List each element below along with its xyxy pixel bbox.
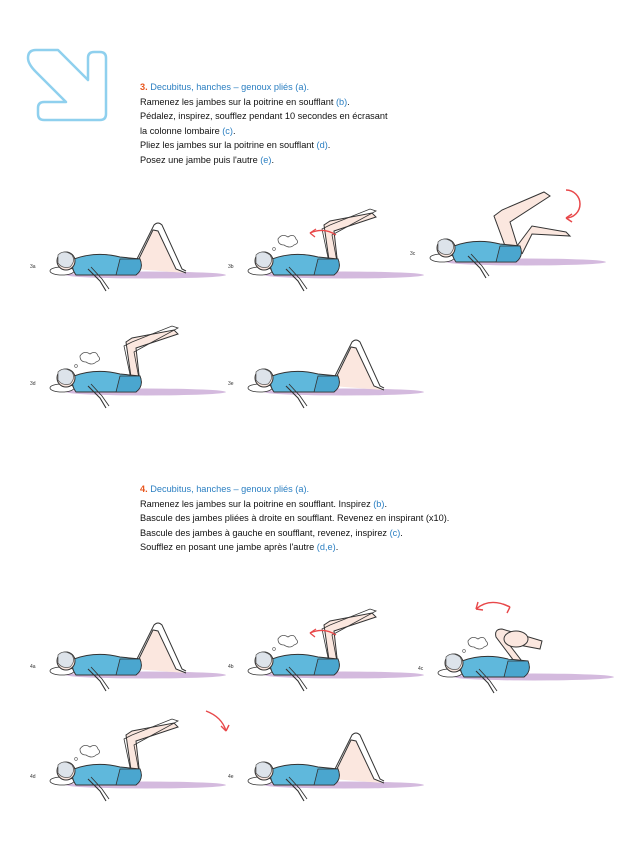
instruction-text: Bascule des jambes pliées à droite en soufflant. Revenez en inspirant (x10). xyxy=(140,513,450,524)
figure-label: 4c xyxy=(418,666,424,672)
person-lying-illustration xyxy=(416,182,616,282)
person-lying-illustration xyxy=(234,595,434,695)
exercise-figure xyxy=(418,597,578,697)
exercise-number: 3. xyxy=(140,82,148,92)
exercise-heading xyxy=(140,482,449,497)
instruction-line xyxy=(140,109,388,124)
figure-reference: (e) xyxy=(260,154,272,165)
instruction-lines xyxy=(140,95,388,168)
person-lying-illustration xyxy=(36,312,236,412)
exercise-figure xyxy=(228,595,388,695)
exercise-figure xyxy=(228,312,388,412)
figure-label: 4b xyxy=(228,664,234,670)
person-lying-illustration xyxy=(234,312,434,412)
instruction-text: Posez une jambe puis l'autre xyxy=(140,154,261,165)
exercise-figure xyxy=(30,705,190,805)
figure-label: 3c xyxy=(410,251,416,257)
exercise-title: Decubitus, hanches – genoux pliés (a). xyxy=(150,484,310,494)
person-lying-illustration xyxy=(234,705,434,805)
instruction-text: . xyxy=(347,96,350,107)
person-lying-illustration xyxy=(424,597,624,697)
figure-reference: (d) xyxy=(316,140,328,151)
instruction-text: . xyxy=(335,542,339,553)
figure-reference: (d,e) xyxy=(316,542,336,553)
instruction-text: Soufflez en posant une jambe après l'autre xyxy=(140,542,317,553)
instruction-text: . xyxy=(384,498,388,509)
arrow-logo xyxy=(22,44,108,124)
instruction-text: la colonne lombaire xyxy=(140,125,223,136)
instruction-text: . xyxy=(232,125,236,136)
figure-label: 4d xyxy=(30,774,36,780)
exercise-figure xyxy=(30,595,190,695)
instruction-text: Ramenez les jambes sur la poitrine en soufflant. Inspirez xyxy=(140,498,374,509)
exercise-figure xyxy=(228,195,388,295)
figure-reference: (c) xyxy=(389,527,401,538)
exercise-heading xyxy=(140,80,388,95)
figure-reference: (b) xyxy=(373,498,385,509)
figure-label: 4a xyxy=(30,664,36,670)
instruction-text: Bascule des jambes à gauche en soufflant, revenez, inspirez xyxy=(140,527,390,538)
exercise-figure xyxy=(228,705,388,805)
exercise-4-text xyxy=(140,482,449,555)
exercise-3-text xyxy=(140,80,388,168)
instruction-text: . xyxy=(400,527,403,538)
instruction-line xyxy=(140,153,388,168)
instruction-line xyxy=(140,497,449,512)
figure-label: 4e xyxy=(228,774,234,780)
instruction-text: . xyxy=(327,140,331,151)
exercise-title: Decubitus, hanches – genoux pliés (a). xyxy=(150,82,310,92)
instruction-line xyxy=(140,526,449,541)
instruction-line xyxy=(140,540,449,555)
instruction-text: Pédalez, inspirez, soufflez pendant 10 secondes en écrasant xyxy=(140,111,388,122)
exercise-number: 4. xyxy=(140,484,148,494)
person-lying-illustration xyxy=(36,705,236,805)
instruction-line xyxy=(140,95,388,110)
instruction-line xyxy=(140,138,388,153)
instruction-text: . xyxy=(271,154,275,165)
instruction-line xyxy=(140,124,388,139)
person-lying-illustration xyxy=(234,195,434,295)
figure-label: 3b xyxy=(228,264,234,270)
figure-reference: (c) xyxy=(222,125,233,136)
instruction-text: Ramenez les jambes sur la poitrine en soufflant xyxy=(140,96,336,107)
figure-label: 3d xyxy=(30,381,36,387)
figure-reference: (b) xyxy=(335,96,348,107)
exercise-figure xyxy=(30,195,190,295)
person-lying-illustration xyxy=(36,595,236,695)
instruction-line xyxy=(140,511,449,526)
exercise-figure xyxy=(410,182,570,282)
exercise-figure xyxy=(30,312,190,412)
instruction-lines xyxy=(140,497,449,555)
instruction-text: Pliez les jambes sur la poitrine en soufflant xyxy=(140,140,317,151)
person-lying-illustration xyxy=(36,195,236,295)
figure-label: 3e xyxy=(228,381,234,387)
figure-label: 3a xyxy=(30,264,36,270)
